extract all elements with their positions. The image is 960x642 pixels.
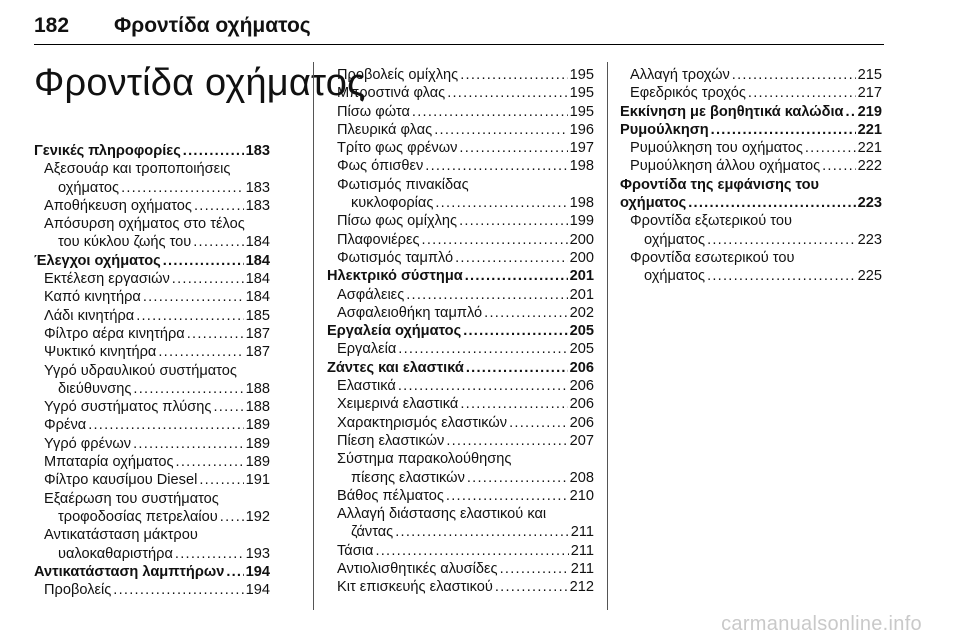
toc-entry-label: ζάντας [351,524,394,541]
toc-entry-label: Αντιολισθητικές αλυσίδες [337,561,498,578]
toc-entry[interactable] [34,581,270,599]
page-number: 182 [34,14,70,37]
dot-leader [163,252,244,270]
toc-entry[interactable] [327,267,594,285]
toc-entry-label: Ρυμούλκηση [620,121,709,138]
toc-page-number: 189 [245,454,270,471]
toc-page-number: 206 [569,396,594,413]
dot-leader [172,270,244,288]
toc-page-number: 183 [245,197,270,214]
toc-page-number: 221 [857,140,882,157]
toc-entry[interactable] [34,288,270,306]
toc-entry-label: Εφεδρικός τροχός [630,85,746,102]
toc-page-number: 184 [245,252,270,269]
toc-page-number: 212 [569,579,594,596]
dot-leader [175,545,244,563]
toc-entry-label: Ρυμούλκηση άλλου οχήματος [630,158,821,175]
dot-leader [446,487,568,505]
toc-entry[interactable] [620,139,882,157]
toc-entry-label: οχήματος [620,195,687,212]
dot-leader [463,322,567,340]
toc-entry-label: οχήματος [644,268,706,285]
toc-entry-label: τροφοδοσίας πετρελαίου [58,508,218,525]
dot-leader [220,508,244,526]
toc-entry-label-line: Σύστημα παρακολούθησης [337,451,512,468]
toc-entry-label: Εκκίνηση με βοηθητικά καλώδια [620,103,844,120]
toc-entry-label: Αλλαγή τροχών [630,67,730,83]
toc-page-number: 199 [569,213,594,230]
toc-entry-label: Εκτέλεση εργασιών [44,271,170,288]
toc-page-number: 198 [569,158,594,175]
toc-entry[interactable] [327,523,594,541]
toc-page-number: 185 [245,307,270,324]
toc-page-number: 211 [570,524,594,541]
toc-page-number: 188 [245,380,270,397]
toc-entry[interactable] [327,249,594,267]
dot-leader [455,249,568,267]
toc-entry-label-line: Αντικατάσταση μάκτρου [44,527,198,544]
toc-page-number: 193 [245,545,270,562]
toc-page-number: 208 [569,469,594,486]
toc-entry[interactable] [327,432,594,450]
dot-leader [459,212,568,230]
toc-entry-label: Φωτισμός ταμπλό [337,249,454,266]
toc-entry[interactable] [34,179,270,197]
toc-entry-label: Υγρό συστήματος πλύσης [44,399,212,416]
toc-entry-label-line: Φροντίδα εξωτερικού του [630,213,792,230]
toc-entry[interactable] [620,157,882,175]
toc-page-number: 225 [857,268,882,285]
section-title: Φροντίδα οχήματος [34,62,366,104]
toc-entry-label: Πλευρικά φλας [337,121,433,138]
dot-leader [398,377,568,395]
dot-leader [509,414,568,432]
toc-entry[interactable] [34,563,270,581]
dot-leader [500,560,569,578]
dot-leader [113,581,243,599]
toc-page-number: 205 [569,341,594,358]
dot-leader [187,325,244,343]
toc-entry[interactable] [327,469,594,487]
toc-entry[interactable] [327,84,594,102]
toc-page-number: 184 [245,271,270,288]
toc-page-number: 210 [569,487,594,504]
toc-entry-label: οχήματος [644,231,706,248]
toc-entry[interactable] [327,286,594,304]
toc-page-number: 195 [569,103,594,120]
dot-leader [158,343,243,361]
toc-entry-label-line: Φροντίδα εσωτερικού του [630,249,795,266]
dot-leader [435,194,567,212]
toc-page-number: 200 [569,231,594,248]
toc-page-number: 188 [245,399,270,416]
dot-leader [688,194,855,212]
toc-entry[interactable] [327,560,594,578]
toc-entry[interactable] [620,231,882,249]
toc-page-number: 196 [569,121,594,138]
toc-entry[interactable] [327,139,594,157]
dot-leader [465,267,568,285]
dot-leader [822,157,856,175]
page-header [34,14,884,45]
dot-leader [707,267,856,285]
toc-page-number: 207 [569,432,594,449]
dot-leader [446,432,567,450]
toc-entry[interactable] [327,121,594,139]
toc-entry-label-line: Αλλαγή διάστασης ελαστικού και [337,506,547,523]
toc-entry-label: Φίλτρο καυσίμου Diesel [44,472,198,489]
toc-page-number: 206 [569,359,594,376]
toc-page-number: 202 [569,304,594,321]
dot-leader [422,231,568,249]
toc-page-number: 221 [857,121,882,138]
toc-entry-label-line: Φωτισμός πινακίδας [337,176,469,193]
toc-entry-label: Προβολείς ομίχλης [337,67,459,83]
toc-entry[interactable] [34,398,270,416]
toc-page-number: 223 [857,231,882,248]
dot-leader [193,233,243,251]
dot-leader [133,380,243,398]
toc-page-number: 211 [570,561,594,578]
toc-page-number: 194 [245,582,270,599]
toc-entry[interactable] [327,194,594,212]
toc-entry-label: Χαρακτηρισμός ελαστικών [337,414,508,431]
toc-entry[interactable] [34,325,270,343]
toc-entry-label: Μπροστινά φλας [337,85,446,102]
dot-leader [460,395,567,413]
toc-entry[interactable] [620,267,882,285]
dot-leader [375,542,568,560]
toc-entry[interactable] [327,304,594,322]
toc-entry-label-line: Αξεσουάρ και τροποποιήσεις [44,161,231,178]
dot-leader [395,523,569,541]
column-divider [607,62,608,610]
dot-leader [121,179,244,197]
toc-page-number: 187 [245,325,270,342]
toc-entry-label: Λάδι κινητήρα [44,307,135,324]
dot-leader [406,286,567,304]
toc-entry-label: Ελαστικά [337,378,396,395]
toc-entry[interactable] [34,233,270,251]
toc-entry-label: Γενικές πληροφορίες [34,143,181,159]
toc-entry-label-line: Υγρό υδραυλικού συστήματος [44,362,237,379]
toc-entry-label: Εργαλεία οχήματος [327,323,462,340]
toc-entry-label: Τάσια [337,542,374,559]
toc-entry[interactable] [34,545,270,563]
toc-page-number: 194 [245,563,270,580]
toc-page-number: 217 [857,85,882,102]
toc-entry[interactable] [327,359,594,377]
toc-entry[interactable] [327,578,594,596]
toc-page-number: 192 [245,508,270,525]
dot-leader [425,157,567,175]
toc-entry[interactable] [327,157,594,175]
toc-entry[interactable] [620,194,882,212]
dot-leader [133,435,244,453]
toc-entry[interactable] [327,487,594,505]
toc-page-number: 223 [857,195,882,212]
toc-page-number: 205 [569,323,594,340]
toc-entry-label: Πλαφονιέρες [337,231,420,248]
dot-leader [398,340,567,358]
toc-page-number: 195 [569,67,594,83]
toc-entry-label: Έλεγχοι οχήματος [34,252,161,269]
dot-leader [495,578,568,596]
toc-entry-label: Ψυκτικό κινητήρα [44,344,157,361]
toc-entry[interactable] [620,66,882,84]
toc-entry-label: οχήματος [58,179,120,196]
toc-entry[interactable] [34,435,270,453]
toc-entry[interactable] [327,377,594,395]
toc-page-number: 219 [857,103,882,120]
toc-entry[interactable] [34,307,270,325]
toc-entry-label: Μπαταρία οχήματος [44,454,174,471]
dot-leader [143,288,244,306]
toc-entry-label: Πίεση ελαστικών [337,432,445,449]
watermark: carmanualsonline.info [721,613,922,635]
dot-leader [460,66,567,84]
toc-entry-label: Ρυμούλκηση του οχήματος [630,140,803,157]
toc-entry[interactable] [327,212,594,230]
toc-entry-label-line: Απόσυρση οχήματος στο τέλος [44,216,245,233]
running-title: Φροντίδα οχήματος [114,14,311,37]
toc-entry-label: Φως όπισθεν [337,158,424,175]
dot-leader [459,139,567,157]
toc-entry-label-line: Φροντίδα της εμφάνισης του [620,176,820,193]
toc-entry[interactable] [34,343,270,361]
dot-leader [732,66,856,84]
dot-leader [176,453,244,471]
toc-page-number: 189 [245,435,270,452]
toc-entry-label: Ασφάλειες [337,286,405,303]
toc-entry[interactable] [34,142,270,160]
toc-column-1 [34,142,270,599]
dot-leader [748,84,856,102]
dot-leader [434,121,567,139]
toc-entry-label: του κύκλου ζωής του [58,234,192,251]
toc-entry-label: υαλοκαθαριστήρα [58,545,173,562]
toc-page-number: 195 [569,85,594,102]
toc-entry-label: Καπό κινητήρα [44,289,141,306]
toc-entry[interactable] [34,416,270,434]
toc-entry-label: Ζάντες και ελαστικά [327,359,464,376]
toc-entry[interactable] [34,252,270,270]
toc-page-number: 197 [569,140,594,157]
toc-page-number: 215 [857,67,882,83]
toc-entry-label: Πίσω φως ομίχλης [337,213,458,230]
toc-page-number: 184 [245,234,270,251]
toc-entry[interactable] [327,542,594,560]
toc-entry-label: πίεσης ελαστικών [351,469,465,486]
toc-entry[interactable] [327,66,594,84]
toc-entry[interactable] [34,508,270,526]
dot-leader [136,307,243,325]
toc-entry-label: Πίσω φώτα [337,103,410,120]
toc-entry-label: Εργαλεία [337,341,397,358]
toc-page-number: 222 [857,158,882,175]
toc-entry[interactable] [34,270,270,288]
dot-leader [226,563,243,581]
dot-leader [194,197,244,215]
dot-leader [707,231,856,249]
toc-page-number: 211 [570,542,594,559]
toc-page-number: 201 [569,268,594,285]
dot-leader [199,471,243,489]
toc-entry-label: Χειμερινά ελαστικά [337,396,459,413]
toc-entry-label: κυκλοφορίας [351,195,434,212]
toc-page-number: 206 [569,378,594,395]
toc-entry[interactable] [34,453,270,471]
toc-entry[interactable] [327,414,594,432]
toc-page-number: 184 [245,289,270,306]
dot-leader [805,139,856,157]
toc-page-number: 189 [245,417,270,434]
toc-column-2 [327,66,594,597]
toc-entry[interactable] [34,471,270,489]
toc-entry-label: Φίλτρο αέρα κινητήρα [44,325,185,342]
toc-entry-label: Τρίτο φως φρένων [337,140,458,157]
toc-page-number: 206 [569,414,594,431]
toc-entry-label: Υγρό φρένων [44,435,132,452]
toc-entry[interactable] [327,395,594,413]
dot-leader [412,103,568,121]
toc-entry[interactable] [327,103,594,121]
toc-entry[interactable] [327,340,594,358]
toc-entry[interactable] [34,197,270,215]
toc-entry-label: Κιτ επισκευής ελαστικού [337,579,493,596]
toc-entry-label: Αντικατάσταση λαμπτήρων [34,563,225,580]
toc-page-number: 198 [569,195,594,212]
dot-leader [484,304,567,322]
toc-entry-label-line: Εξαέρωση του συστήματος [44,490,219,507]
toc-entry-label: Ηλεκτρικό σύστημα [327,268,463,285]
toc-entry-label: Βάθος πέλματος [337,487,444,504]
toc-entry-label: Προβολείς [44,582,112,599]
dot-leader [213,398,243,416]
toc-entry-label: Φρένα [44,417,87,434]
toc-page-number: 201 [569,286,594,303]
dot-leader [467,469,568,487]
toc-page-number: 183 [245,179,270,196]
dot-leader [711,121,856,139]
toc-page-number: 187 [245,344,270,361]
toc-entry[interactable] [620,84,882,102]
toc-entry[interactable] [34,380,270,398]
dot-leader [846,103,856,121]
toc-page-number: 183 [245,143,270,159]
dot-leader [88,416,243,434]
toc-entry[interactable] [620,121,882,139]
dot-leader [466,359,568,377]
dot-leader [183,142,244,160]
toc-entry-label: διεύθυνσης [58,380,132,397]
toc-entry-label: Αποθήκευση οχήματος [44,197,192,214]
column-divider [313,62,314,610]
toc-entry-label: Ασφαλειοθήκη ταμπλό [337,304,483,321]
dot-leader [447,84,567,102]
toc-page-number: 200 [569,249,594,266]
toc-entry[interactable] [620,103,882,121]
toc-column-3 [620,66,882,286]
toc-entry[interactable] [327,231,594,249]
toc-page-number: 191 [245,472,270,489]
toc-entry[interactable] [327,322,594,340]
